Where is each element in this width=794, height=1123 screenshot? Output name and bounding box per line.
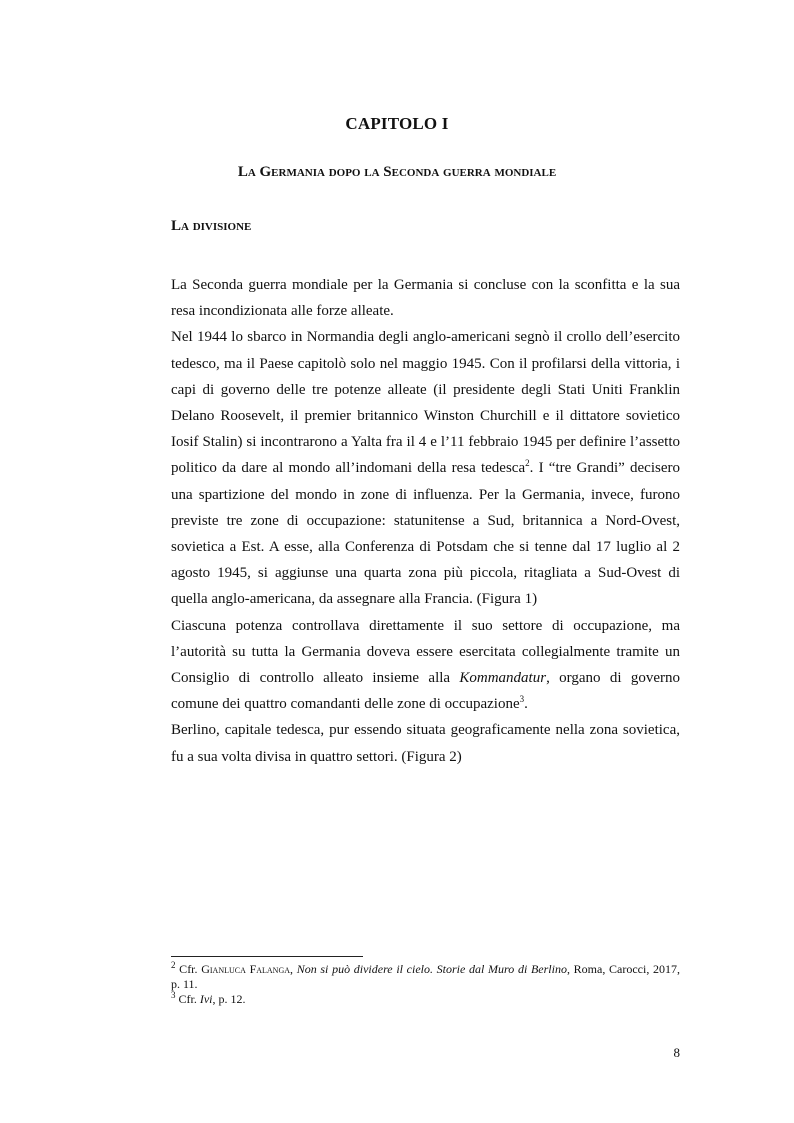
footnote-3-prefix: Cfr.: [175, 992, 200, 1006]
paragraph-3-text-a: Ciascuna potenza controllava direttamente il suo settore di occupazione, ma l’autorità su tutta la Germania doveva essere esercitata collegialmente tramite un Consiglio di controllo alleato insieme alla: [171, 617, 680, 687]
paragraph-1: [171, 272, 680, 324]
footnote-2-number: 2: [171, 960, 176, 970]
footnote-3-number: 3: [171, 990, 176, 1000]
footnote-2-author: Gianluca Falanga: [201, 962, 291, 976]
footnote-ref-3[interactable]: 3: [519, 694, 525, 705]
paragraph-3-text-c: .: [524, 696, 528, 713]
paragraph-3-italic: Kommandatur: [459, 670, 547, 687]
paragraph-4: [171, 717, 680, 769]
footnote-ref-2[interactable]: 2: [525, 458, 530, 469]
paragraph-2-text-b: . I “tre Grandi” decisero una spartizione del mondo in zone di influenza. Per la Germania, invece, furono previste tre zone di occupazione: statunitense a Sud, britannica a Nord-Ovest, sovietica a Est. A esse, alla Conferenza di Potsdam che si tenne dal 17 luglio al 2 agosto 1945, si aggiunse una quarta zona più piccola, ritagliata a Sud-Ovest di quella anglo-americana, da assegnare alla Francia. (Figura 1): [171, 460, 681, 608]
chapter-title: CAPITOLO I: [345, 114, 449, 133]
paragraph-1-text: La Seconda guerra mondiale per la Germania si concluse con la sconfitta e la sua resa incondizionata alle forze alleate.: [171, 277, 680, 320]
footnote-2: [171, 962, 680, 992]
footnote-3-rest: , p. 12.: [212, 992, 246, 1006]
section-heading: La divisione: [171, 218, 252, 234]
footnote-3-italic: Ivi: [199, 992, 213, 1006]
paragraph-2: [171, 324, 680, 612]
footnote-divider: [171, 956, 363, 957]
paragraph-3-text-b: , organo di governo comune dei quattro comandanti delle zone di occupazione: [171, 670, 680, 713]
footnote-2-rest: , Roma, Carocci, 2017, p. 11.: [171, 962, 680, 991]
footnote-2-sep: ,: [290, 962, 297, 976]
body-text: [171, 272, 680, 770]
chapter-subtitle: La Germania dopo la Seconda guerra mondiale: [237, 164, 557, 180]
paragraph-4-text: Berlino, capitale tedesca, pur essendo situata geograficamente nella zona sovietica, fu a sua volta divisa in quattro settori. (Figura 2): [171, 722, 680, 765]
footnote-3: [171, 992, 680, 1007]
footnotes: [171, 962, 680, 1007]
page-number: 8: [673, 1045, 680, 1060]
paragraph-3: [171, 613, 680, 718]
footnote-2-title: Non si può dividere il cielo. Storie dal Muro di Berlino: [296, 962, 567, 976]
footnote-2-prefix: Cfr.: [175, 962, 202, 976]
paragraph-2-text-a: Nel 1944 lo sbarco in Normandia degli anglo-americani segnò il crollo dell’esercito tedesco, ma il Paese capitolò solo nel maggio 1945. Con il profilarsi della vittoria, i capi di governo delle tre potenze alleate (il presidente degli Stati Uniti Franklin Delano Roosevelt, il premier britannico Winston Churchill e il dittatore sovietico Iosif Stalin) si incontrarono a Yalta fra il 4 e l’11 febbraio 1945 per definire l’assetto politico da dare al mondo all’indomani della resa tedesca: [171, 329, 680, 477]
